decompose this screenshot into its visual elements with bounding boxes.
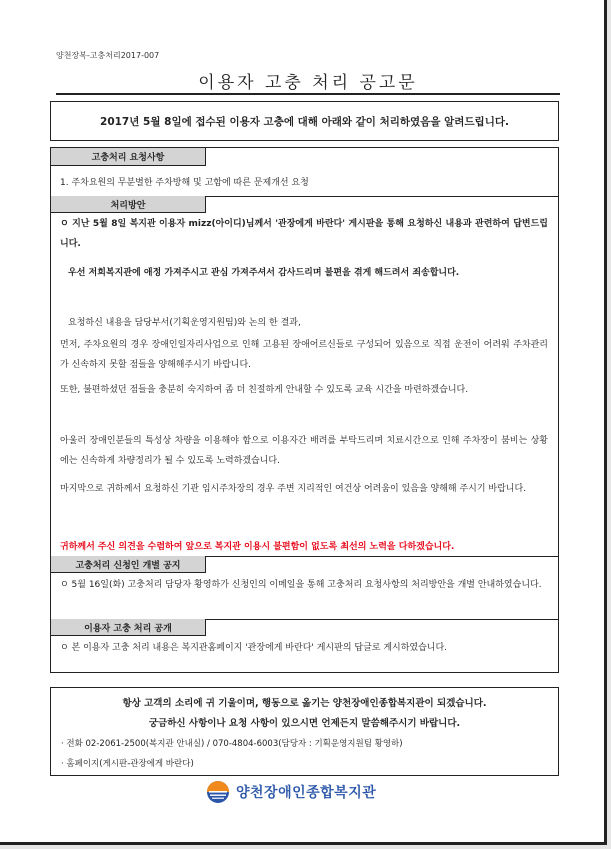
disclosure-text: ㅇ 본 이용자 고충 처리 내용은 복지관홈페이지 '관장에게 바란다' 게시판의 답글로 게시하였습니다. xyxy=(60,643,448,653)
intro-text: 2017년 5월 8일에 접수된 이용자 고충에 대해 아래와 같이 처리하였음을 알려드립니다. xyxy=(100,115,509,128)
document-code: 양천장복-고충처리2017-007 xyxy=(56,51,160,60)
intro-box xyxy=(50,101,559,141)
request-header: 고충처리 요청사항 xyxy=(51,148,206,166)
notice-text: ㅇ 5월 16일(화) 고충처리 담당자 황영하가 신청인의 이메일을 통해 고충처리 요청사항의 처리방안을 개별 안내하였습니다. xyxy=(60,580,542,590)
footer-box xyxy=(50,687,559,776)
footer-homepage: · 홈페이지(게시판-관장에게 바란다) xyxy=(61,759,194,769)
content-table xyxy=(50,147,559,673)
process-paragraph-2: 우선 저희복지관에 애정 가져주시고 관심 가져주셔서 감사드리며 불편을 겪게 해드려서 죄송합니다. xyxy=(68,268,460,278)
logo-emblem-icon xyxy=(206,780,230,804)
process-paragraph-5: 또한, 불편하셨던 점들을 충분히 숙지하여 좀 더 친절하게 안내할 수 있도록 교육 시간을 마련하겠습니다. xyxy=(60,385,469,395)
notice-header: 고충처리 신청인 개별 공지 xyxy=(51,556,206,573)
process-paragraph-7: 마지막으로 귀하께서 요청하신 기관 임시주차장의 경우 주변 지리적인 여건상 어려움이 있음을 양해해 주시기 바랍니다. xyxy=(60,484,527,494)
process-paragraph-6: 아울러 장애인분들의 특성상 차량을 이용해야 함으로 이용자간 배려를 부탁드리며 치료시간으로 인해 주차장이 붐비는 상황에는 신속하게 차량정리가 될 수 있도록 노력하겠습니다. xyxy=(60,436,548,466)
title-underline xyxy=(56,93,560,95)
process-header: 처리방안 xyxy=(51,196,206,213)
process-paragraph-1: ㅇ 지난 5월 8일 복지관 이용자 mizz(아이디)님께서 '관장에게 바란다' 게시판을 통해 요청하신 내용과 관련하여 답변드립니다. xyxy=(60,219,548,249)
logo-text: 양천장애인종합복지관 xyxy=(236,785,377,801)
footer-contact: · 전화 02-2061-2500(복지관 안내실) / 070-4804-6003(담당자 : 기획운영지원팀 황영하) xyxy=(61,739,403,749)
process-paragraph-3: 요청하신 내용을 담당부서(기획운영지원팀)와 논의 한 결과, xyxy=(68,318,301,328)
footer-line-2: 궁금하신 사항이나 요청 사항이 있으시면 언제든지 말씀해주시기 바랍니다. xyxy=(148,718,461,729)
footer-line-1: 항상 고객의 소리에 귀 기울이며, 행동으로 옮기는 양천장애인종합복지관이 되겠습니다. xyxy=(122,698,487,709)
page-title: 이용자 고충 처리 공고문 xyxy=(198,73,418,93)
process-paragraph-4: 먼저, 주차요원의 경우 장애인일자리사업으로 인해 고용된 장애어르신들로 구성되어 있음으로 직접 운전이 어려워 주차관리가 신속하지 못할 점들을 양해해주시기 바랍니다. xyxy=(60,340,548,370)
disclosure-header: 이용자 고충 처리 공개 xyxy=(51,619,206,636)
process-paragraph-8: 귀하께서 주신 의견을 수렴하여 앞으로 복지관 이용시 불편함이 없도록 최선의 노력을 다하겠습니다. xyxy=(60,542,455,552)
request-text: 1. 주차요원의 무분별한 주차방해 및 고함에 따른 문제개선 요청 xyxy=(60,178,309,188)
organization-logo xyxy=(206,779,376,805)
